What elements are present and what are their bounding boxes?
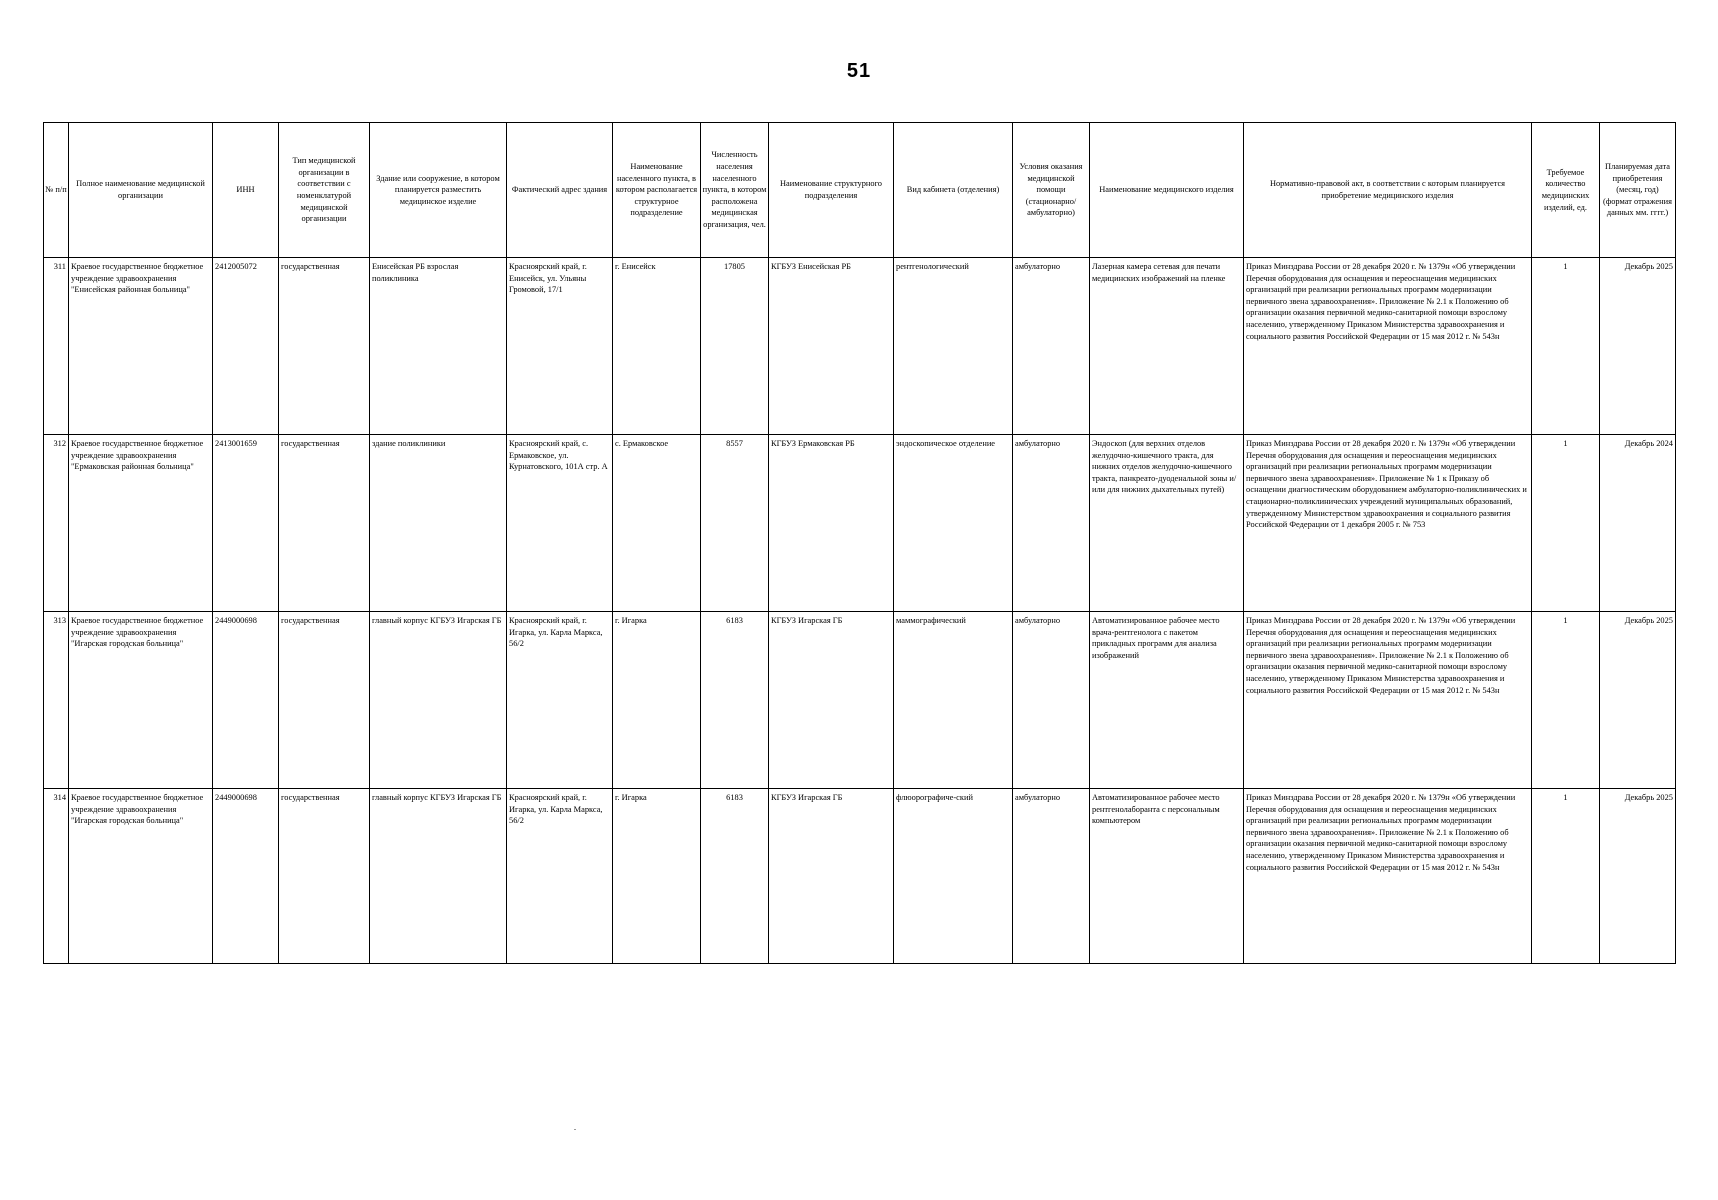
scan-speck [574,1129,576,1130]
header-legal: Нормативно-правовой акт, в соответствии с которым планируется приобретение медицинского изделия [1244,123,1532,258]
cell-qty: 1 [1532,612,1600,789]
header-device: Наименование медицинского изделия [1090,123,1244,258]
cell-device: Эндоскоп (для верхних отделов желудочно-кишечного тракта, для нижних отделов желудочно-кишечного тракта, панкреато-дуоденальной зоны и/или для нижних дыхательных путей) [1090,435,1244,612]
table-row [44,435,1676,612]
cell-type: государственная [279,789,370,964]
header-num: № п/п [44,123,69,258]
header-qty: Требуемое количество медицинских изделий, ед. [1532,123,1600,258]
cell-num: 313 [44,612,69,789]
table-row [44,612,1676,789]
cell-inn: 2413001659 [213,435,279,612]
table-row [44,789,1676,964]
page-number: 51 [846,60,872,82]
header-org: Полное наименование медицинской организации [69,123,213,258]
cell-device: Автоматизированное рабочее место врача-рентгенолога с пакетом прикладных программ для анализа изображений [1090,612,1244,789]
cell-address: Красноярский край, с. Ермаковское, ул. Курнатовского, 101А стр. А [507,435,613,612]
cell-org: Краевое государственное бюджетное учреждение здравоохранения "Игарская городская больница" [69,612,213,789]
cell-device: Лазерная камера сетевая для печати медицинских изображений на пленке [1090,258,1244,435]
cell-unit: КГБУЗ Игарская ГБ [769,789,894,964]
cell-address: Красноярский край, г. Енисейск, ул. Ульяны Громовой, 17/1 [507,258,613,435]
registry-table [43,122,1676,964]
cell-date: Декабрь 2024 [1600,435,1676,612]
cell-settlement: г. Енисейск [613,258,701,435]
cell-legal: Приказ Минздрава России от 28 декабря 2020 г. № 1379н «Об утверждении Перечня оборудования для оснащения и переоснащения медицинских организаций при реализации региональных программ модернизации первичного звена здравоохранения». Приложение № 2.1 к Положению об организации оказания первичной медико-санитарной помощи взрослому населению, утвержденному Приказом Министерства здравоохранения и социального развития Российской Федерации от 15 мая 2012 г. № 543н [1244,258,1532,435]
cell-cabinet: эндоскопическое отделение [894,435,1013,612]
table-row [44,258,1676,435]
header-unit: Наименование структурного подразделения [769,123,894,258]
header-type: Тип медицинской организации в соответствии с номенклатурой медицинской организации [279,123,370,258]
cell-population: 8557 [701,435,769,612]
header-settlement: Наименование населенного пункта, в котором располагается структурное подразделение [613,123,701,258]
header-building: Здание или сооружение, в котором планируется разместить медицинское изделие [370,123,507,258]
header-cabinet: Вид кабинета (отделения) [894,123,1013,258]
cell-population: 17805 [701,258,769,435]
cell-cabinet: рентгенологический [894,258,1013,435]
cell-cabinet: маммографический [894,612,1013,789]
header-conditions: Условия оказания медицинской помощи (стационарно/ амбулаторно) [1013,123,1090,258]
cell-num: 312 [44,435,69,612]
cell-cabinet: флюорографиче-ский [894,789,1013,964]
cell-type: государственная [279,435,370,612]
header-date: Планируемая дата приобретения (месяц, год) (формат отражения данных мм. гггг.) [1600,123,1676,258]
cell-device: Автоматизированное рабочее место рентгенолаборанта с персональным компьютером [1090,789,1244,964]
cell-settlement: с. Ермаковское [613,435,701,612]
cell-qty: 1 [1532,789,1600,964]
cell-num: 314 [44,789,69,964]
cell-conditions: амбулаторно [1013,789,1090,964]
cell-num: 311 [44,258,69,435]
cell-address: Красноярский край, г. Игарка, ул. Карла Маркса, 56/2 [507,612,613,789]
cell-date: Декабрь 2025 [1600,789,1676,964]
cell-building: Енисейская РБ взрослая поликлиника [370,258,507,435]
cell-address: Красноярский край, г. Игарка, ул. Карла Маркса, 56/2 [507,789,613,964]
header-inn: ИНН [213,123,279,258]
cell-date: Декабрь 2025 [1600,258,1676,435]
cell-qty: 1 [1532,258,1600,435]
cell-conditions: амбулаторно [1013,435,1090,612]
cell-inn: 2449000698 [213,612,279,789]
cell-building: здание поликлиники [370,435,507,612]
cell-inn: 2412005072 [213,258,279,435]
cell-building: главный корпус КГБУЗ Игарская ГБ [370,789,507,964]
cell-conditions: амбулаторно [1013,612,1090,789]
cell-legal: Приказ Минздрава России от 28 декабря 2020 г. № 1379н «Об утверждении Перечня оборудования для оснащения и переоснащения медицинских организаций при реализации региональных программ модернизации первичного звена здравоохранения». Приложение № 1 к Приказу об оснащении диагностическим оборудованием амбулаторно-поликлинических и стационарно-поликлинических учреждений муниципальных образований, утвержденному Министерством здравоохранения и социального развития Российской Федерации от 1 декабря 2005 г. № 753 [1244,435,1532,612]
header-population: Численность населения населенного пункта, в котором расположена медицинская организация, чел. [701,123,769,258]
cell-conditions: амбулаторно [1013,258,1090,435]
cell-population: 6183 [701,612,769,789]
header-address: Фактический адрес здания [507,123,613,258]
cell-type: государственная [279,612,370,789]
cell-org: Краевое государственное бюджетное учреждение здравоохранения "Енисейская районная больница" [69,258,213,435]
table-header-row [44,123,1676,258]
cell-qty: 1 [1532,435,1600,612]
cell-unit: КГБУЗ Игарская ГБ [769,612,894,789]
cell-settlement: г. Игарка [613,612,701,789]
cell-legal: Приказ Минздрава России от 28 декабря 2020 г. № 1379н «Об утверждении Перечня оборудования для оснащения и переоснащения медицинских организаций при реализации региональных программ модернизации первичного звена здравоохранения». Приложение № 2.1 к Положению об организации оказания первичной медико-санитарной помощи взрослому населению, утвержденному Приказом Министерства здравоохранения и социального развития Российской Федерации от 15 мая 2012 г. № 543н [1244,789,1532,964]
cell-population: 6183 [701,789,769,964]
cell-building: главный корпус КГБУЗ Игарская ГБ [370,612,507,789]
cell-inn: 2449000698 [213,789,279,964]
cell-org: Краевое государственное бюджетное учреждение здравоохранения "Игарская городская больница" [69,789,213,964]
cell-settlement: г. Игарка [613,789,701,964]
cell-org: Краевое государственное бюджетное учреждение здравоохранения "Ермаковская районная больница" [69,435,213,612]
cell-unit: КГБУЗ Ермаковская РБ [769,435,894,612]
cell-date: Декабрь 2025 [1600,612,1676,789]
cell-legal: Приказ Минздрава России от 28 декабря 2020 г. № 1379н «Об утверждении Перечня оборудования для оснащения и переоснащения медицинских организаций при реализации региональных программ модернизации первичного звена здравоохранения». Приложение № 2.1 к Положению об организации оказания первичной медико-санитарной помощи взрослому населению, утвержденному Приказом Министерства здравоохранения и социального развития Российской Федерации от 15 мая 2012 г. № 543н [1244,612,1532,789]
cell-type: государственная [279,258,370,435]
cell-unit: КГБУЗ Енисейская РБ [769,258,894,435]
